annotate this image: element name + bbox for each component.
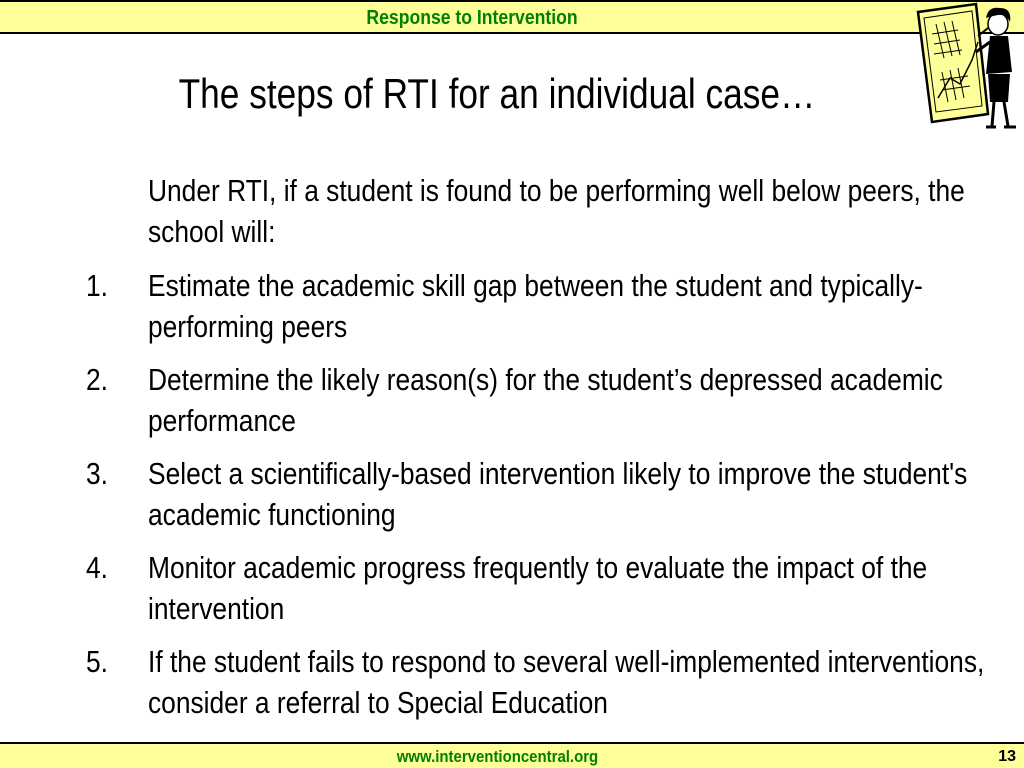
step-text: Select a scientifically-based intervention likely to improve the student's academic functioning: [148, 456, 968, 532]
step-text: If the student fails to respond to several well-implemented interventions, consider a referral to Special Education: [148, 644, 985, 720]
header-title: Response to Intervention: [366, 7, 578, 29]
step-number: 1.: [86, 268, 108, 303]
step-number: 3.: [86, 456, 108, 491]
footer-url-link[interactable]: www.interventioncentral.org: [396, 747, 598, 766]
list-item: [0, 453, 1024, 535]
list-item: [0, 641, 1024, 723]
step-text: Estimate the academic skill gap between the student and typically-performing peers: [148, 268, 923, 344]
intro-paragraph: [148, 170, 978, 252]
step-number: 2.: [86, 362, 108, 397]
list-item: [0, 265, 1024, 347]
steps-list: [0, 265, 1024, 735]
step-number: 5.: [86, 644, 108, 679]
list-item: [0, 547, 1024, 629]
page-number: 13: [998, 748, 1016, 765]
step-number: 4.: [86, 550, 108, 585]
header-banner: [0, 0, 1024, 34]
step-text: Monitor academic progress frequently to evaluate the impact of the intervention: [148, 550, 928, 626]
intro-text: Under RTI, if a student is found to be performing well below peers, the school will:: [148, 173, 965, 249]
slide-title-text: The steps of RTI for an individual case…: [178, 70, 816, 117]
step-text: Determine the likely reason(s) for the student’s depressed academic performance: [148, 362, 943, 438]
list-item: [0, 359, 1024, 441]
slide-title: [0, 68, 1024, 120]
footer-banner: [0, 742, 1024, 768]
footer-url-container: [0, 747, 1024, 767]
